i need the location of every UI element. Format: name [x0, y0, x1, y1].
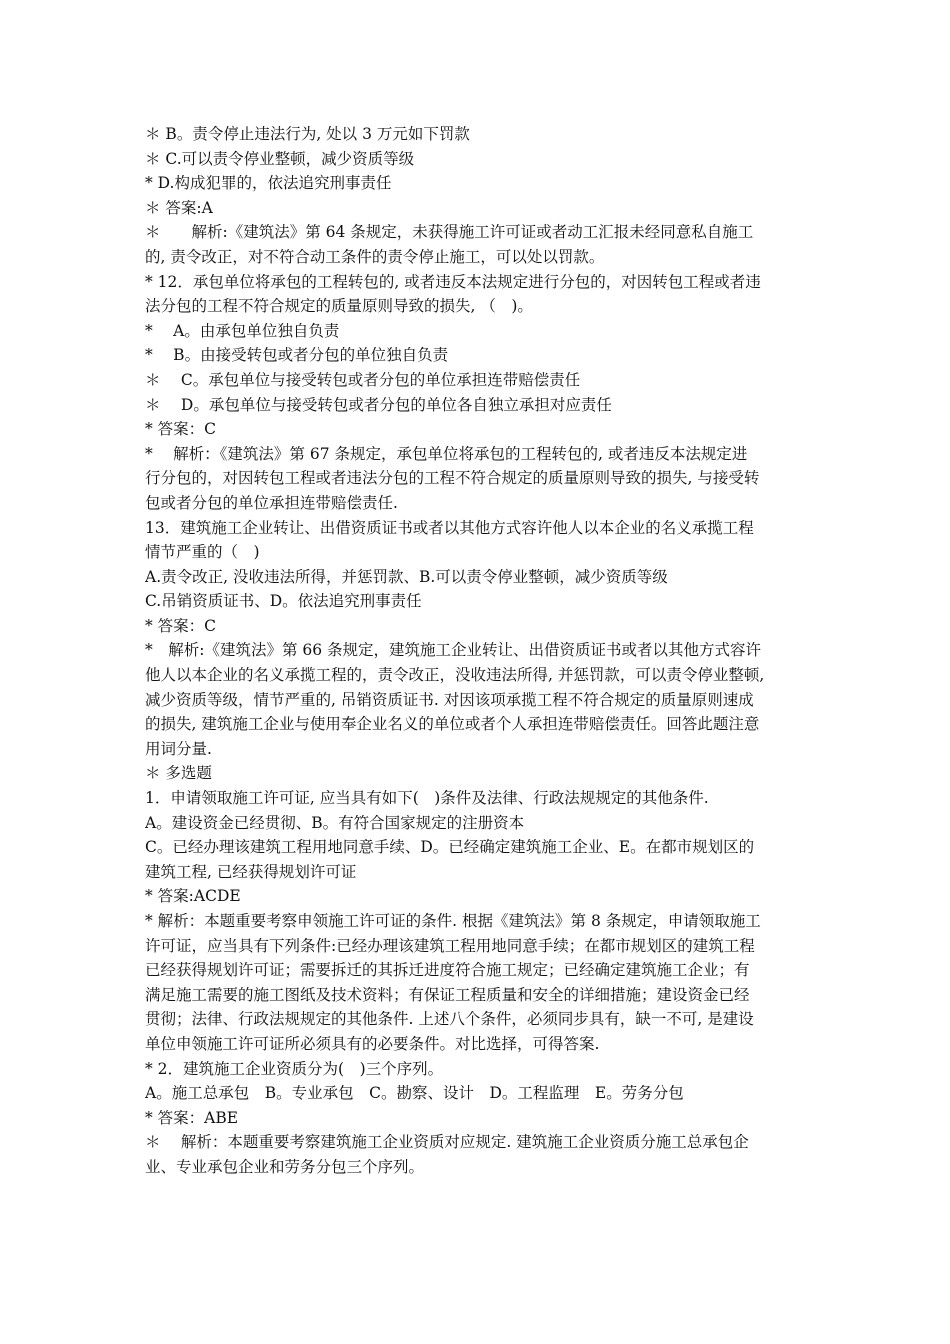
- text-line: 单位申领施工许可证所必须具有的必要条件。对比选择，可得答案.: [145, 1034, 600, 1053]
- text-line: 他人以本企业的名义承揽工程的，责令改正，没收违法所得, 并惩罚款，可以责令停业整顿,: [145, 666, 765, 685]
- text-line: ＊ C。承包单位与接受转包或者分包的单位承担连带赔偿责任: [145, 370, 581, 389]
- text-line: 建筑工程, 已经获得规划许可证: [145, 862, 357, 881]
- text-line: ＊ B。责令停止违法行为, 处以 3 万元如下罚款: [145, 125, 470, 143]
- text-line: C。已经办理该建筑工程用地同意手续、D。已经确定建筑施工企业、E。在都市规划区的: [145, 838, 755, 857]
- text-line: * 答案:ACDE: [145, 887, 241, 906]
- text-line: * 2．建筑施工企业资质分为( )三个序列。: [145, 1059, 444, 1078]
- text-line: * 答案：C: [145, 616, 217, 635]
- text-line: 的损失, 建筑施工企业与使用奉企业名义的单位或者个人承担连带赔偿责任。回答此题注意: [145, 715, 760, 734]
- text-line: * 答案：ABE: [145, 1108, 239, 1127]
- text-line: * 答案：C: [145, 420, 217, 439]
- text-line: 已经获得规划许可证；需要拆迁的其拆迁进度符合施工规定；已经确定建筑施工企业；有: [145, 961, 750, 980]
- text-line: * 解析：《建筑法》第 67 条规定，承包单位将承包的工程转包的, 或者违反本法规定进: [145, 444, 748, 463]
- text-line: 业、专业承包企业和劳务分包三个序列。: [145, 1157, 425, 1176]
- text-line: * 解析：本题重要考察申领施工许可证的条件. 根据《建筑法》第 8 条规定，申请领取施工: [145, 912, 761, 930]
- text-line: ＊ 答案:A: [145, 198, 213, 217]
- text-line: C.吊销资质证书、D。依法追究刑事责任: [145, 592, 422, 611]
- text-line: 包或者分包的单位承担连带赔偿责任.: [145, 493, 398, 512]
- text-line: ＊ C.可以责令停业整顿，减少资质等级: [145, 149, 415, 168]
- text-line: 法分包的工程不符合规定的质量原则导致的损失, （ )。: [145, 297, 533, 316]
- text-line: 的, 责令改正，对不符合动工条件的责令停止施工，可以处以罚款。: [145, 247, 605, 266]
- text-line: 情节严重的（ ): [145, 543, 260, 562]
- text-line: ＊ 解析：本题重要考察建筑施工企业资质对应规定. 建筑施工企业资质分施工总承包企: [145, 1133, 749, 1152]
- text-line: ＊ D。承包单位与接受转包或者分包的单位各自独立承担对应责任: [145, 395, 612, 414]
- document-page: [145, 122, 810, 1180]
- text-line: * A。由承包单位独自负责: [145, 321, 340, 340]
- text-line: A。建设资金已经贯彻、B。有符合国家规定的注册资本: [145, 813, 525, 832]
- text-line: * 解析:《建筑法》第 66 条规定，建筑施工企业转让、出借资质证书或者以其他方式容许: [145, 641, 762, 660]
- text-line: 13．建筑施工企业转让、出借资质证书或者以其他方式容许他人以本企业的名义承揽工程: [145, 518, 754, 537]
- text-line: 1．申请领取施工许可证, 应当具有如下( )条件及法律、行政法规规定的其他条件.: [145, 789, 709, 808]
- text-line: * 12．承包单位将承包的工程转包的, 或者违反本法规定进行分包的，对因转包工程或者违: [145, 272, 761, 291]
- text-line: * D.构成犯罪的，依法追究刑事责任: [145, 174, 392, 193]
- text-line: 减少资质等级，情节严重的, 吊销资质证书. 对因该项承揽工程不符合规定的质量原则速成: [145, 690, 754, 709]
- text-line: 满足施工需要的施工图纸及技术资料；有保证工程质量和安全的详细措施；建设资金已经: [145, 985, 750, 1004]
- text-line: ＊ 解析:《建筑法》第 64 条规定，未获得施工许可证或者动工汇报未经同意私自施工: [145, 223, 754, 242]
- text-line: * B。由接受转包或者分包的单位独自负责: [145, 346, 449, 365]
- text-line: 行分包的，对因转包工程或者违法分包的工程不符合规定的质量原则导致的损失, 与接受转: [145, 469, 760, 488]
- text-line: 用词分量.: [145, 739, 212, 758]
- text-line: ＊ 多选题: [145, 764, 212, 783]
- text-line: A.责令改正, 没收违法所得，并惩罚款、B.可以责令停业整顿，减少资质等级: [145, 567, 668, 586]
- text-line: A。施工总承包 B。专业承包 C。勘察、设计 D。工程监理 E。劳务分包: [145, 1084, 684, 1103]
- text-line: 贯彻；法律、行政法规规定的其他条件. 上述八个条件，必须同步具有，缺一不可, 是建设: [145, 1010, 754, 1029]
- text-line: 许可证，应当具有下列条件:已经办理该建筑工程用地同意手续；在都市规划区的建筑工程: [145, 936, 755, 955]
